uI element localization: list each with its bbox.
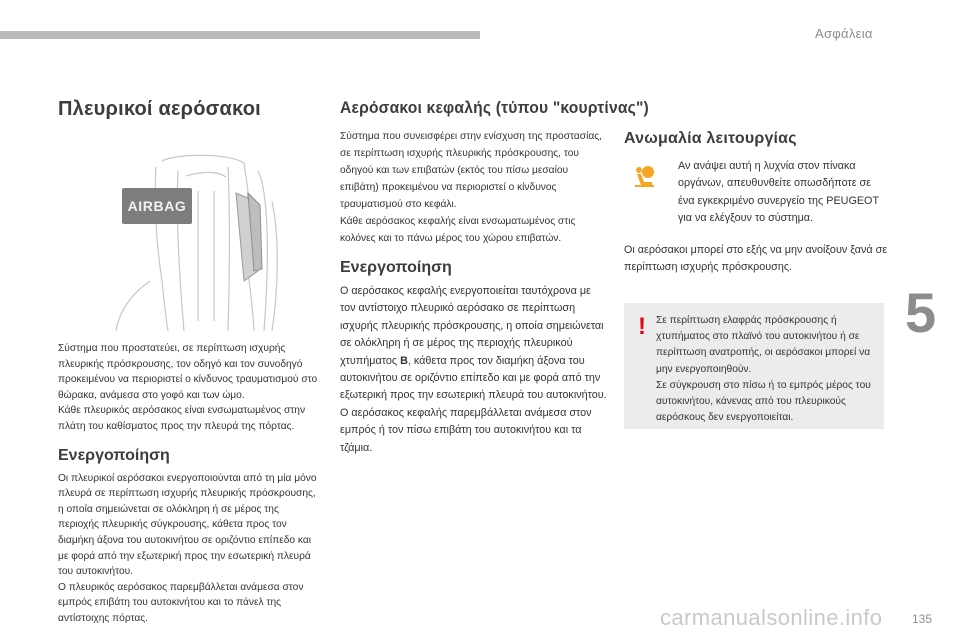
airbag-label: AIRBAG [122,188,192,224]
side-airbags-title: Πλευρικοί αερόσακοι [58,98,261,120]
side-activation-title: Ενεργοποίηση [58,446,170,464]
side-airbags-intro: Σύστημα που προστατεύει, σε περίπτωση ισχυρής πλευρικής πρόσκρουσης, τον οδηγό και τον συνοδηγό προκειμένου να περιοριστεί ο κίνδυνος τραυματισμού στο θώρακα, ανάμεσα στο γοφό και των ώμο. Κάθε πλευρικός αερόσακος είναι ενσωματωμένος στην πλάτη του καθίσματος προς την πλευρά της πόρτας. [58,343,318,432]
malfunction-title: Ανωμαλία λειτουργίας [624,130,797,147]
curtain-activation-title: Ενεργοποίηση [340,259,452,276]
warning-lamp-text: Αν ανάψει αυτή η λυχνία στον πίνακα οργάνων, απευθυνθείτε οπωσδήποτε σε ένα εγκεκριμένο συνεργείο της PEUGEOT για να ελέγξουν το σύστημα. [678,160,879,225]
seat-drawing [58,131,320,331]
side-airbags-column [58,98,320,627]
watermark: carmanualsonline.info [660,605,883,630]
curtain-airbags-title: Αερόσακοι κεφαλής (τύπου "κουρτίνας") [340,98,649,117]
caution-text: Σε περίπτωση ελαφράς πρόσκρουσης ή χτυπήματος στο πλαϊνό του αυτοκινήτου ή σε περίπτωση ανατροπής, οι αερόσακοι μπορεί να μην ενεργοποιηθούν. Σε σύγκρουση στο πίσω ή το εμπρός μέρος του αυτοκινήτου, κάνενας από του πλευρικούς αερόσκους δεν ενεργοποιείται. [656,315,871,424]
chapter-number: 5 [905,281,937,344]
section-title: Ασφάλεια [815,26,873,41]
warning-lamp-notice [624,158,889,228]
header-rule [0,31,480,39]
malfunction-column [624,130,889,276]
airbag-warning-lamp-icon [632,164,658,190]
curtain-activation-body [340,283,608,457]
curtain-activation-text-cont: , κάθετα προς τον διαμήκη άξονα του αυτοκινήτου σε οριζόντιο επίπεδο και με φορά από την εξωτερική προς την εσωτερική πλευρά του αυτοκινήτου. Ο αερόσακος κεφαλής παρεμβάλλεται ανάμεσα στον εμπρός ή τον πίσω επιβάτη του αυτοκινήτου και τα τζάμια. [340,354,607,454]
malfunction-body: Οι αερόσακοι μπορεί στο εξής να μην ανοίξουν ξανά σε περίπτωση ισχυρής πρόσκρουσης. [624,243,888,274]
seat-airbag-illustration [58,131,320,331]
warning-exclamation-icon: ! [638,313,646,340]
side-activation-body: Οι πλευρικοί αερόσακοι ενεργοποιούνται από τη μία μόνο πλευρά σε περίπτωση ισχυρής πλευρικής πρόσκρουσης, η οποία σημειώνεται σε ολόκληρη ή σε μέρος της περιοχής πλευρικής σύγκρουσης, κάθετα προς τον διαμήκη άξονα του αυτοκινήτου σε οριζόντιο επίπεδο και με φορά από την εξωτερική προς την εσωτερική πλευρά του αυτοκινήτου. Ο πλευρικός αερόσακος παρεμβάλλεται ανάμεσα στον εμπρός επιβάτη του αυτοκινήτου και το πάνελ της αντίστοιχης πόρτας. [58,472,317,624]
page-number: 135 [912,612,933,626]
curtain-airbags-intro: Σύστημα που συνεισφέρει στην ενίσχυση της προστασίας, σε περίπτωση ισχυρής πλευρικής πρόσκρουσης, του οδηγού και των επιβατών (εκτός του πίσω μεσαίου επιβάτη) προκειμένου να περιοριστεί ο κίνδυνος τραυματισμού στο κεφάλι. Κάθε αερόσακος κεφαλής είναι ενσωματωμένος στις κολόνες και το πάνω μέρος του χώρου επιβατών. [340,131,602,244]
zone-b-label: B [400,354,408,367]
curtain-airbags-column [340,98,649,457]
curtain-activation-text: Ο αερόσακος κεφαλής ενεργοποιείται ταυτόχρονα με τον αντίστοιχο πλευρικό αερόσακο σε περίπτωση ισχυρής πλευρικής πρόσκρουσης, η οποία σημειώνεται σε ολόκληρη ή σε μέρος της περιοχής πλευρικού χτυπήματος [340,285,604,367]
caution-box [624,303,884,429]
